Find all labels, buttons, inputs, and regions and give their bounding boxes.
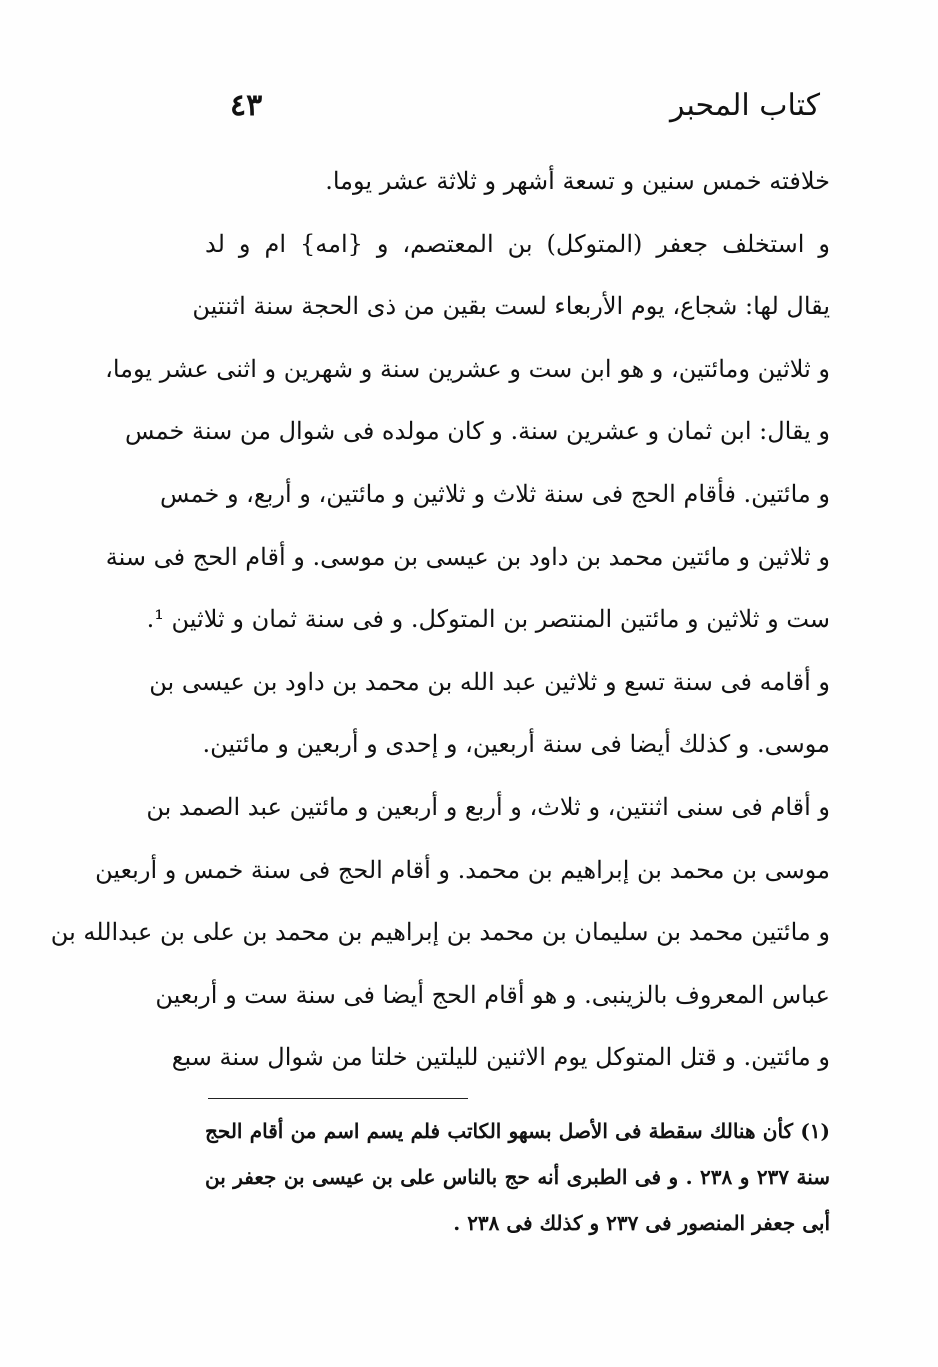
text-line: موسى. و كذلك أيضا فى سنة أربعين، و إحدى و أربعين و مائتين. (202, 730, 830, 759)
footnote-divider (208, 1098, 468, 1099)
text-line: و مائتين. فأقام الحج فى سنة ثلاث و ثلاثين و مائتين، و أربع، و خمس (160, 479, 830, 508)
text-line: عباس المعروف بالزينبى. و هو أقام الحج أيضا فى سنة ست و أربعين (155, 980, 830, 1009)
text-line: و استخلف جعفر (المتوكل) بن المعتصم، و {امه} ام و لد (205, 229, 830, 258)
text-line: ست و ثلاثين و مائتين المنتصر بن المتوكل. و فى سنة ثمان و ثلاثين ¹. (146, 605, 830, 634)
text-line: و أقام فى سنى اثنتين، و ثلاث، و أربع و أربعين و مائتين عبد الصمد بن (146, 792, 830, 821)
footnote-line: (١) كأن هنالك سقطة فى الأصل بسهو الكاتب فلم يسم اسم من أقام الحج (205, 1119, 830, 1143)
text-line: يقال لها: شجاع، يوم الأربعاء لست بقين من ذى الحجة سنة اثنتين (192, 292, 830, 321)
text-line: و مائتين محمد بن سليمان بن محمد بن إبراهيم بن محمد بن على بن عبدالله بن (50, 918, 830, 947)
text-line: موسى بن محمد بن إبراهيم بن محمد. و أقام الحج فى سنة خمس و أربعين (95, 855, 830, 884)
text-line: و أقامه فى سنة تسع و ثلاثين عبد الله بن محمد بن داود بن عيسى بن (149, 667, 830, 696)
text-line: و ثلاثين و مائتين محمد بن داود بن عيسى بن موسى. و أقام الحج فى سنة (105, 542, 830, 571)
footnote-line: سنة ٢٣٧ و ٢٣٨ . و فى الطبرى أنه حج بالناس على بن عيسى بن جعفر بن (205, 1165, 831, 1189)
page-header (230, 88, 820, 138)
main-text (50, 150, 830, 1089)
text-line: و يقال: ابن ثمان و عشرين سنة. و كان مولده فى شوال من سنة خمس (125, 417, 830, 446)
text-line: و مائتين. و قتل المتوكل يوم الاثنين لليلتين خلتا من شوال سنة سبع (171, 1043, 830, 1072)
footnote-line: أبى جعفر المنصور فى ٢٣٧ و كذلك فى ٢٣٨ . (453, 1211, 830, 1235)
footnotes (205, 1108, 830, 1246)
book-title: كتاب المحبر (669, 88, 820, 123)
page-number: ٤٣ (230, 88, 263, 123)
text-line: خلافته خمس سنين و تسعة أشهر و ثلاثة عشر يوما. (325, 167, 830, 195)
text-line: و ثلاثين ومائتين، و هو ابن ست و عشرين سنة و شهرين و اثنى عشر يوما، (105, 354, 830, 383)
